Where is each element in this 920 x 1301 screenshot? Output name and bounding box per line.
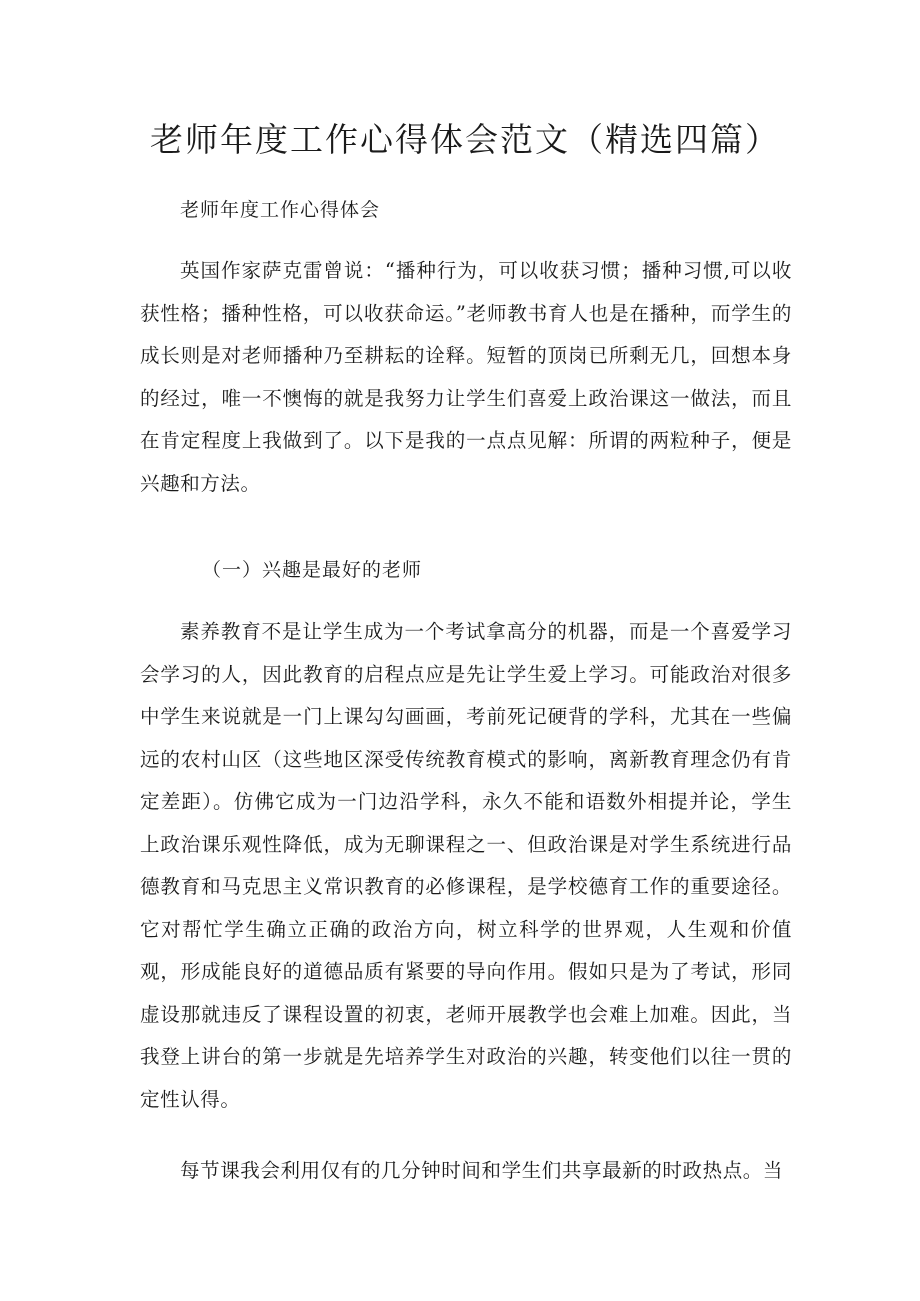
document-subtitle: 老师年度工作心得体会	[180, 199, 381, 221]
paragraph: 素养教育不是让学生成为一个考试拿高分的机器，而是一个喜爱学习会学习的人，因此教育的启程点应是先让学生爱上学习。可能政治对很多中学生来说就是一门上课勾勾画画，考前死记硬背的学科，尤其在一些偏远的农村山区（这些地区深受传统教育模式的影响，离新教育理念仍有肯定差距）。仿佛它成为一门边沿学科，永久不能和语数外相提并论，学生上政治课乐观性降低，成为无聊课程之一、但政治课是对学生系统进行品德教育和马克思主义常识教育的必修课程，是学校德育工作的重要途径。它对帮忙学生确立正确的政治方向，树立科学的世界观，人生观和价值观，形成能良好的道德品质有紧要的导向作用。假如只是为了考试，形同虚设那就违反了课程设置的初衷，老师开展教学也会难上加难。因此，当我登上讲台的第一步就是先培养学生对政治的兴趣，转变他们以往一贯的定性认得。	[140, 620, 792, 1111]
paragraph: 每节课我会利用仅有的几分钟时间和学生们共享最新的时政热点。当	[180, 1159, 784, 1182]
paragraph: 英国作家萨克雷曾说：“播种行为，可以收获习惯；播种习惯,可以收获性格；播种性格，可以收获命运。”老师教书育人也是在播种，而学生的成长则是对老师播种乃至耕耘的诠释。短暂的顶岗已所剩无几，回想本身的经过，唯一不懊悔的就是我努力让学生们喜爱上政治课这一做法，而且在肯定程度上我做到了。以下是我的一点点见解：所谓的两粒种子，便是兴趣和方法。	[140, 259, 792, 495]
document-title: 老师年度工作心得体会范文（精选四篇）	[150, 120, 780, 159]
section-heading: （一）兴趣是最好的老师	[202, 559, 423, 581]
